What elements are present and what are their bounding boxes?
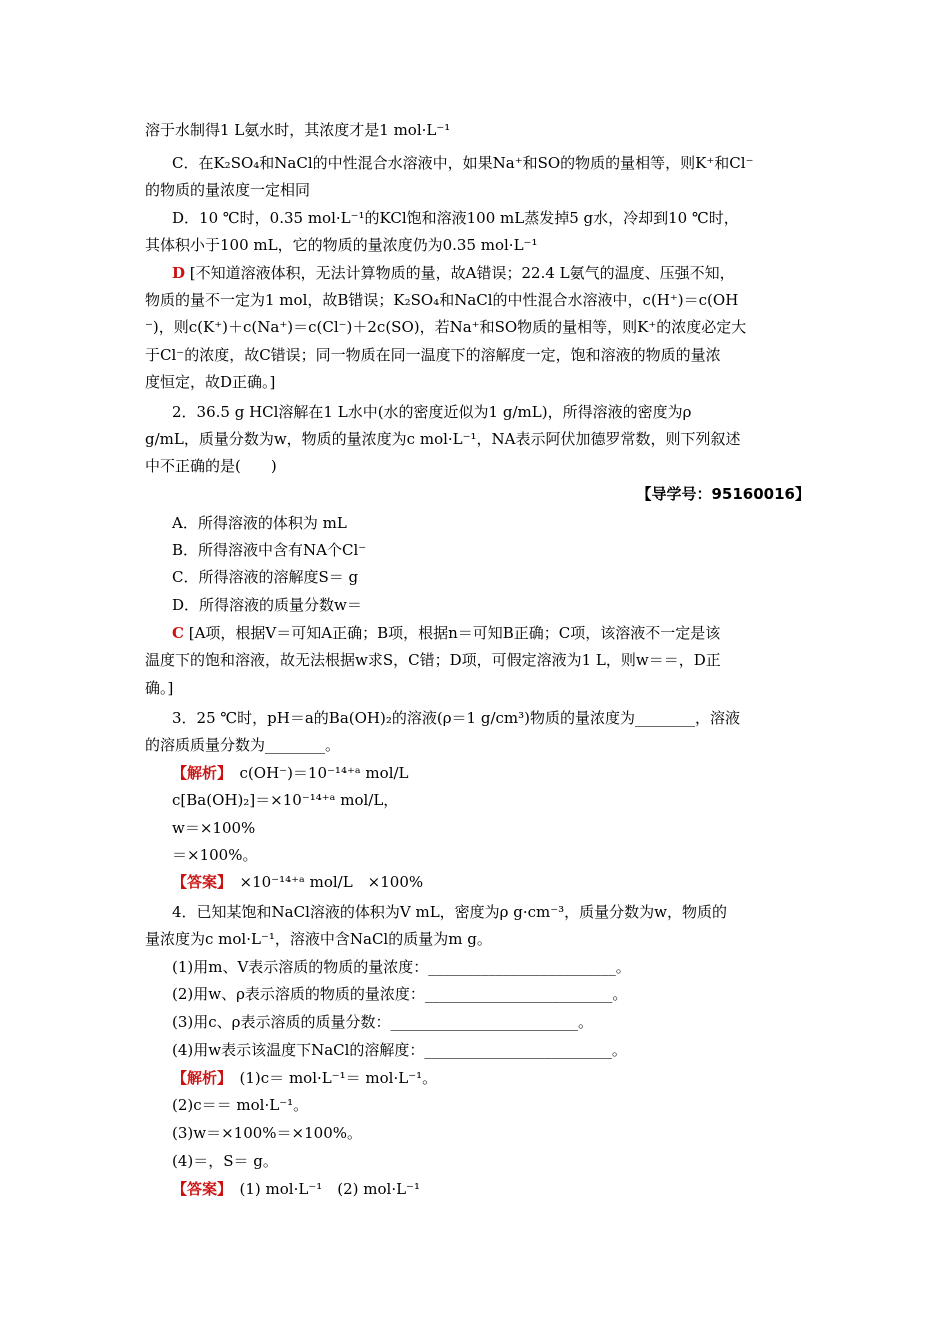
text-line: 溶于水制得1 L氨水时，其浓度才是1 mol·L⁻¹ <box>145 121 451 139</box>
explanation-line <box>172 623 720 643</box>
subquestion-4: (4)用w表示该温度下NaCl的溶解度：_________________________。 <box>172 1041 627 1059</box>
formula-line: (3)w＝×100%＝×100%。 <box>172 1124 362 1142</box>
explanation-text: [A项，根据V＝可知A正确；B项，根据n＝可知B正确；C项，该溶液不一定是该 <box>188 624 721 642</box>
subquestion-1: (1)用m、V表示溶质的物质的量浓度：_________________________。 <box>172 958 631 976</box>
formula-line: ＝×100%。 <box>172 846 258 864</box>
option-c-line: C．在K₂SO₄和NaCl的中性混合水溶液中，如果Na⁺和SO的物质的量相等，则K⁺和Cl⁻ <box>172 154 754 172</box>
analysis-tag: 【解析】 <box>172 1069 225 1087</box>
answer-line <box>172 872 423 892</box>
option-a: A．所得溶液的体积为 mL <box>172 514 347 532</box>
formula-line: (2)c＝＝ mol·L⁻¹。 <box>172 1096 309 1114</box>
analysis-tag: 【解析】 <box>172 764 225 782</box>
formula-line: c[Ba(OH)₂]＝×10⁻¹⁴⁺ᵃ mol/L， <box>172 791 399 809</box>
answer-line <box>172 1179 420 1199</box>
option-b: B．所得溶液中含有NA个Cl⁻ <box>172 541 367 559</box>
answer-letter: D <box>172 264 186 282</box>
text-line: 中不正确的是( ) <box>145 457 277 475</box>
formula-text: c(OH⁻)＝10⁻¹⁴⁺ᵃ mol/L <box>239 764 409 782</box>
text-line: 的溶质质量分数为________。 <box>145 736 341 754</box>
text-line: 于Cl⁻的浓度，故C错误；同一物质在同一温度下的溶解度一定，饱和溶液的物质的量浓 <box>145 346 721 364</box>
formula-line: (4)＝，S＝ g。 <box>172 1152 278 1170</box>
question-4-line: 4．已知某饱和NaCl溶液的体积为V mL，密度为ρ g·cm⁻³，质量分数为w，物质的 <box>172 903 728 921</box>
text-line: 温度下的饱和溶液，故无法根据w求S，C错；D项，可假定溶液为1 L，则w＝＝，D正 <box>145 651 721 669</box>
answer-tag: 【答案】 <box>172 1180 225 1198</box>
explanation-line <box>172 263 735 283</box>
question-2-line: 2．36.5 g HCl溶解在1 L水中(水的密度近似为1 g/mL)，所得溶液的密度为ρ <box>172 403 692 421</box>
text-line: ⁻)，则c(K⁺)＋c(Na⁺)＝c(Cl⁻)＋2c(SO)，若Na⁺和SO物质的量相等，则K⁺的浓度必定大 <box>145 318 747 336</box>
option-c: C．所得溶液的溶解度S＝ g <box>172 568 359 586</box>
text-line: 的物质的量浓度一定相同 <box>145 181 311 199</box>
text-line: g/mL，质量分数为w，物质的量浓度为c mol·L⁻¹，NA表示阿伏加德罗常数，则下列叙述 <box>145 430 741 448</box>
formula-line: w＝×100% <box>172 819 256 837</box>
answer-letter: C <box>172 624 184 642</box>
text-line: 度恒定，故D正确。] <box>145 373 276 391</box>
analysis-line <box>172 763 409 783</box>
option-d-line: D．10 ℃时，0.35 mol·L⁻¹的KCl饱和溶液100 mL蒸发掉5 g水，冷却到10 ℃时， <box>172 209 739 227</box>
text-line: 确。] <box>145 679 174 697</box>
subquestion-3: (3)用c、ρ表示溶质的质量分数：_________________________。 <box>172 1013 593 1031</box>
guide-reference: 【导学号：95160016】 <box>636 485 810 503</box>
text-line: 其体积小于100 mL，它的物质的量浓度仍为0.35 mol·L⁻¹ <box>145 236 538 254</box>
formula-text: (1)c＝ mol·L⁻¹＝ mol·L⁻¹。 <box>239 1069 438 1087</box>
subquestion-2: (2)用w、ρ表示溶质的物质的量浓度：_________________________。 <box>172 985 628 1003</box>
text-line: 物质的量不一定为1 mol，故B错误；K₂SO₄和NaCl的中性混合水溶液中，c(H⁺)＝c(OH <box>145 291 739 309</box>
option-d: D．所得溶液的质量分数w＝ <box>172 596 362 614</box>
explanation-text: [不知道溶液体积，无法计算物质的量，故A错误；22.4 L氨气的温度、压强不知， <box>189 264 735 282</box>
answer-tag: 【答案】 <box>172 873 225 891</box>
answer-text: ×10⁻¹⁴⁺ᵃ mol/L ×100% <box>239 873 424 891</box>
question-3-line: 3．25 ℃时，pH＝a的Ba(OH)₂的溶液(ρ＝1 g/cm³)物质的量浓度为________，溶液 <box>172 709 740 727</box>
text-line: 量浓度为c mol·L⁻¹，溶液中含NaCl的质量为m g。 <box>145 930 492 948</box>
analysis-line <box>172 1068 437 1088</box>
answer-text: (1) mol·L⁻¹ (2) mol·L⁻¹ <box>239 1180 420 1198</box>
